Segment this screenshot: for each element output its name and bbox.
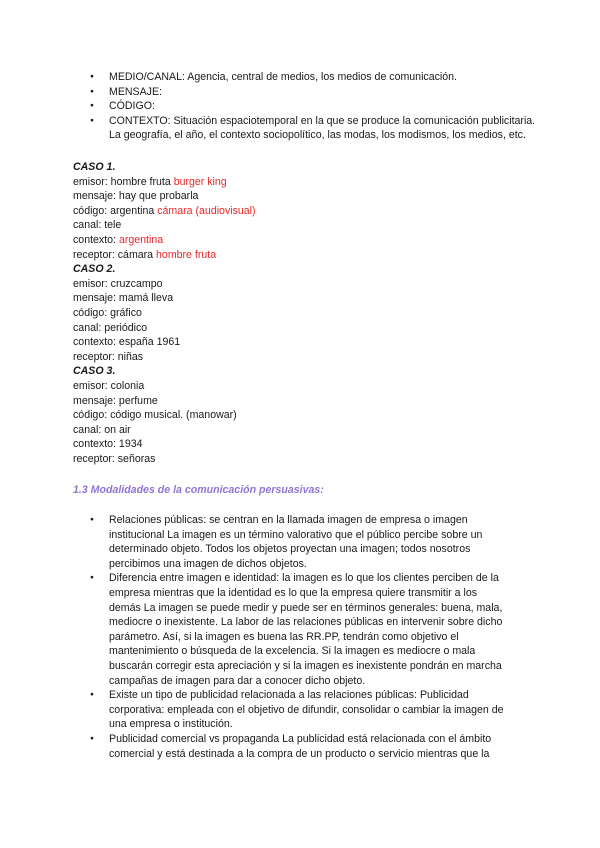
list-item <box>73 85 543 100</box>
case-row: emisor: colonia <box>73 379 145 392</box>
case-title: CASO 2. <box>73 263 116 276</box>
list-item <box>73 99 543 114</box>
case-row: canal: tele <box>73 219 122 232</box>
case-row: mensaje: perfume <box>73 394 158 407</box>
list-item-text: MEDIO/CANAL: Agencia, central de medios, los medios de comunicación. <box>109 71 457 83</box>
highlight-text: hombre fruta <box>156 248 217 261</box>
highlight-text: argentina <box>118 233 164 246</box>
case-row: emisor: hombre fruta burger king <box>73 175 227 188</box>
list-item: ● Existe un tipo de publicidad relacionada a las relaciones públicas: Publicidad corporativa: empleada con el objetivo de difundir, consolidar o cambiar la imagen de una empresa o institución. <box>73 688 543 732</box>
case-row: receptor: niñas <box>73 350 144 363</box>
case-row: mensaje: hay que probarla <box>73 190 199 203</box>
case-row: código: código musical. (manowar) <box>73 409 237 422</box>
case-row: canal: on air <box>73 423 131 436</box>
list-item: ● Publicidad comercial vs propaganda La publicidad está relacionada con el ámbito comercial y está destinada a la compra de un producto o servicio mientras que la <box>73 732 543 761</box>
cases-block <box>73 160 543 466</box>
case-row: código: argentina cámara (audiovisual) <box>73 204 256 217</box>
list-item-text: MENSAJE: <box>109 85 162 98</box>
case-row: receptor: cámara hombre fruta <box>73 248 217 261</box>
bottom-bullet-list <box>73 513 543 761</box>
highlight-text: burger king <box>173 175 227 188</box>
case-title: CASO 3. <box>73 365 116 378</box>
case-row: contexto: españa 1961 <box>73 336 181 349</box>
case-row: emisor: cruzcampo <box>73 277 163 290</box>
top-bullet-list <box>73 70 543 143</box>
case-row: código: gráfico <box>73 306 142 319</box>
list-item-text: CONTEXTO: Situación espaciotemporal en la que se produce la comunicación publicitaria. La geografía, el año, el contexto sociopolítico, las modas, los modismos, los medios, etc. <box>109 114 536 142</box>
case-row: contexto: argentina <box>73 233 164 246</box>
case-row: receptor: señoras <box>73 452 156 465</box>
list-item-text: CÓDIGO: <box>109 100 155 113</box>
highlight-text: cámara (audiovisual) <box>157 204 256 217</box>
case-title: CASO 1. <box>73 161 116 173</box>
case-row: contexto: 1934 <box>73 438 143 451</box>
section-heading: 1.3 Modalidades de la comunicación persuasivas: <box>73 484 324 496</box>
list-item: ● Diferencia entre imagen e identidad: la imagen es lo que los clientes perciben de la empresa mientras que la identidad es lo que la empresa quiere transmitir a los demás La imagen se puede medir y puede ser en términos generales: buena, mala, mediocre o inexistente. La labor de las relaciones públicas en intervenir sobre dicho parámetro. Así, si la imagen es buena las RR.PP, tendrán como objetivo el mantenimiento o búsqueda de la excelencia. Si la imagen es mediocre o mala buscarán corregir esta apreciación y si la imagen es inexistente pondrán en marcha campañas de imagen para dar a conocer dicho objeto. <box>73 571 543 688</box>
list-item <box>73 70 543 85</box>
case-row: mensaje: mamá lleva <box>73 292 174 305</box>
list-item <box>73 114 543 143</box>
list-item: ● Relaciones públicas: se centran en la llamada imagen de empresa o imagen institucional La imagen es un término valorativo que el público percibe sobre un determinado objeto. Todos los objetos proyectan una imagen; todos nosotros percibimos una imagen de dichos objetos. <box>73 513 543 571</box>
case-row: canal: periódico <box>73 321 148 334</box>
